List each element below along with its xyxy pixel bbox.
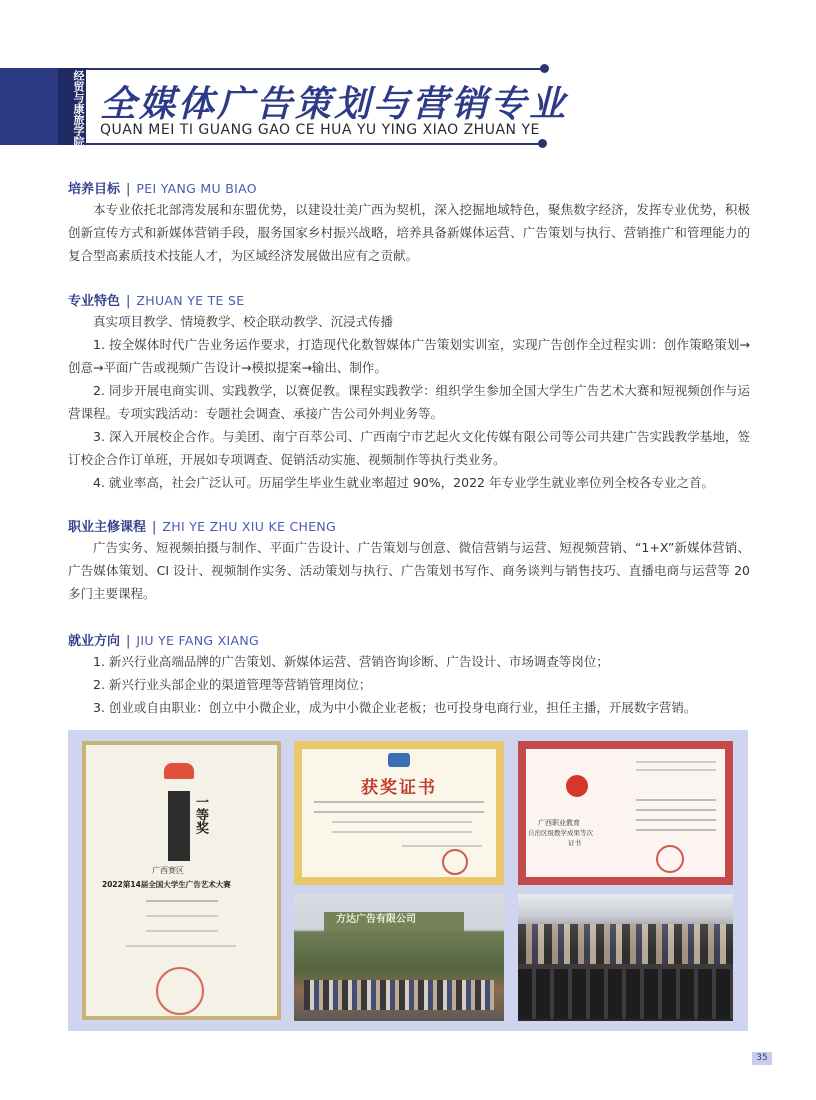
cert-line [314, 811, 484, 813]
section-pinyin: ZHI YE ZHU XIU KE CHENG [162, 519, 337, 534]
certificate-title: 获奖证书 [361, 778, 437, 798]
seal-icon [156, 967, 204, 1015]
group-photo-image [294, 894, 504, 1021]
certificate-subtitle: 自治区级教学成果等次 [528, 829, 593, 837]
cert-line [126, 945, 236, 947]
classroom-photo-image [518, 894, 733, 1021]
paragraph: 本专业依托北部湾发展和东盟优势，以建设壮美广西为契机，深入挖掘地域特色，聚焦数字经济，发挥专业优势，积极创新宣传方式和新媒体营销手段，服务国家乡村振兴战略，培养具备新媒体运营、广告策划与执行、营销推广和管理能力的复合型高素质技术技能人才，为区域经济发展做出应有之贡献。 [68, 202, 750, 263]
cert-line [636, 829, 716, 831]
section-body-feature [68, 310, 750, 494]
section-title: 培养目标 [68, 182, 121, 197]
contest-logo-icon [164, 763, 194, 779]
paragraph: 4. 就业率高，社会广泛认可。历届学生毕业生就业率超过 90%，2022 年专业学生就业率位列全校各专业之首。 [93, 475, 714, 490]
award-certificate-image [82, 741, 281, 1020]
cert-line [636, 761, 716, 763]
rank-label: 一等奖 [193, 795, 208, 834]
cert-line [636, 819, 716, 821]
certificate-label: 证书 [568, 839, 581, 847]
section-heading-courses: 职业主修课程 | ZHI YE ZHU XIU KE CHENG [68, 519, 337, 535]
paragraph: 2. 同步开展电商实训、实践教学，以赛促教。课程实践教学：组织学生参加全国大学生广告艺术大赛和短视频创作与运营课程。专项实践活动：专题社会调查、承接广告公司外判业务等。 [68, 383, 750, 421]
achievement-certificate-image [518, 741, 733, 885]
header-bottom-rule-dot [538, 139, 547, 148]
section-body-career [68, 650, 750, 719]
section-body-goal [68, 198, 750, 267]
company-sign-text: 方达广告有限公司 [336, 914, 416, 925]
header-bottom-rule [86, 143, 546, 145]
college-name: 经贸与康旅学院 [72, 70, 85, 147]
section-title: 就业方向 [68, 634, 121, 649]
award-certificate-image [294, 741, 504, 885]
students-group [518, 924, 733, 964]
region-label: 广西赛区 [152, 866, 184, 875]
section-pinyin: JIU YE FANG XIANG [136, 633, 259, 648]
cert-line [146, 930, 218, 932]
cert-line [332, 831, 472, 833]
paragraph: 2. 新兴行业头部企业的渠道管理等营销管理岗位； [93, 677, 372, 692]
section-heading-goal: 培养目标 | PEI YANG MU BIAO [68, 181, 257, 197]
cert-line [332, 821, 472, 823]
people-group [304, 980, 494, 1010]
page-title-pinyin: QUAN MEI TI GUANG GAO CE HUA YU YING XIAO ZHUAN YE [100, 122, 540, 138]
cert-line [314, 801, 484, 803]
header-top-rule-dot [540, 64, 549, 73]
certificate-title: 广西职业教育 [538, 819, 580, 827]
section-body-courses [68, 536, 750, 605]
paragraph: 3. 深入开展校企合作。与美团、南宁百萃公司、广西南宁市艺起火文化传媒有限公司等公司共建广告实践教学基地，签订校企合作订单班，开展如专项调查、促销活动实施、视频制作等执行类业务。 [68, 429, 750, 467]
cert-line [146, 915, 218, 917]
paragraph: 1. 按全媒体时代广告业务运作要求，打造现代化数智媒体广告策划实训室，实现广告创作全过程实训：创作策略策划→创意→平面广告或视频广告设计→模拟提案→输出、制作。 [68, 337, 750, 375]
seal-icon [656, 845, 684, 873]
page-title: 全媒体广告策划与营销专业 [100, 84, 569, 125]
event-label: 2022第14届全国大学生广告艺术大赛 [102, 880, 231, 889]
section-title: 职业主修课程 [68, 520, 147, 535]
paragraph: 广告实务、短视频拍摄与制作、平面广告设计、广告策划与创意、微信营销与运营、短视频营销、“1+X”新媒体营销、广告媒体策划、CI 设计、视频制作实务、活动策划与执行、广告策划书写作、商务谈判与销售技巧、直播电商与运营等 20 多门主要课程。 [68, 540, 750, 601]
cert-line [636, 799, 716, 801]
paragraph: 真实项目教学、情境教学、校企联动教学、沉浸式传播 [93, 314, 394, 329]
section-pinyin: PEI YANG MU BIAO [136, 181, 257, 196]
cert-line [636, 769, 716, 771]
national-emblem-icon [566, 775, 588, 797]
section-pinyin: ZHUAN YE TE SE [136, 293, 245, 308]
cert-line [402, 845, 482, 847]
cert-line [146, 900, 218, 902]
auditorium-seats [518, 969, 733, 1019]
section-heading-feature: 专业特色 | ZHUAN YE TE SE [68, 293, 245, 309]
section-heading-career: 就业方向 | JIU YE FANG XIANG [68, 633, 259, 649]
section-title: 专业特色 [68, 294, 121, 309]
page-number: 35 [752, 1052, 772, 1065]
rank-banner [168, 791, 190, 861]
school-logo-icon [388, 753, 410, 767]
cert-line [636, 809, 716, 811]
paragraph: 3. 创业或自由职业：创立中小微企业，成为中小微企业老板；也可投身电商行业，担任主播，开展数字营销。 [93, 700, 697, 715]
paragraph: 1. 新兴行业高端品牌的广告策划、新媒体运营、营销咨询诊断、广告设计、市场调查等岗位； [93, 654, 609, 669]
seal-icon [442, 849, 468, 875]
